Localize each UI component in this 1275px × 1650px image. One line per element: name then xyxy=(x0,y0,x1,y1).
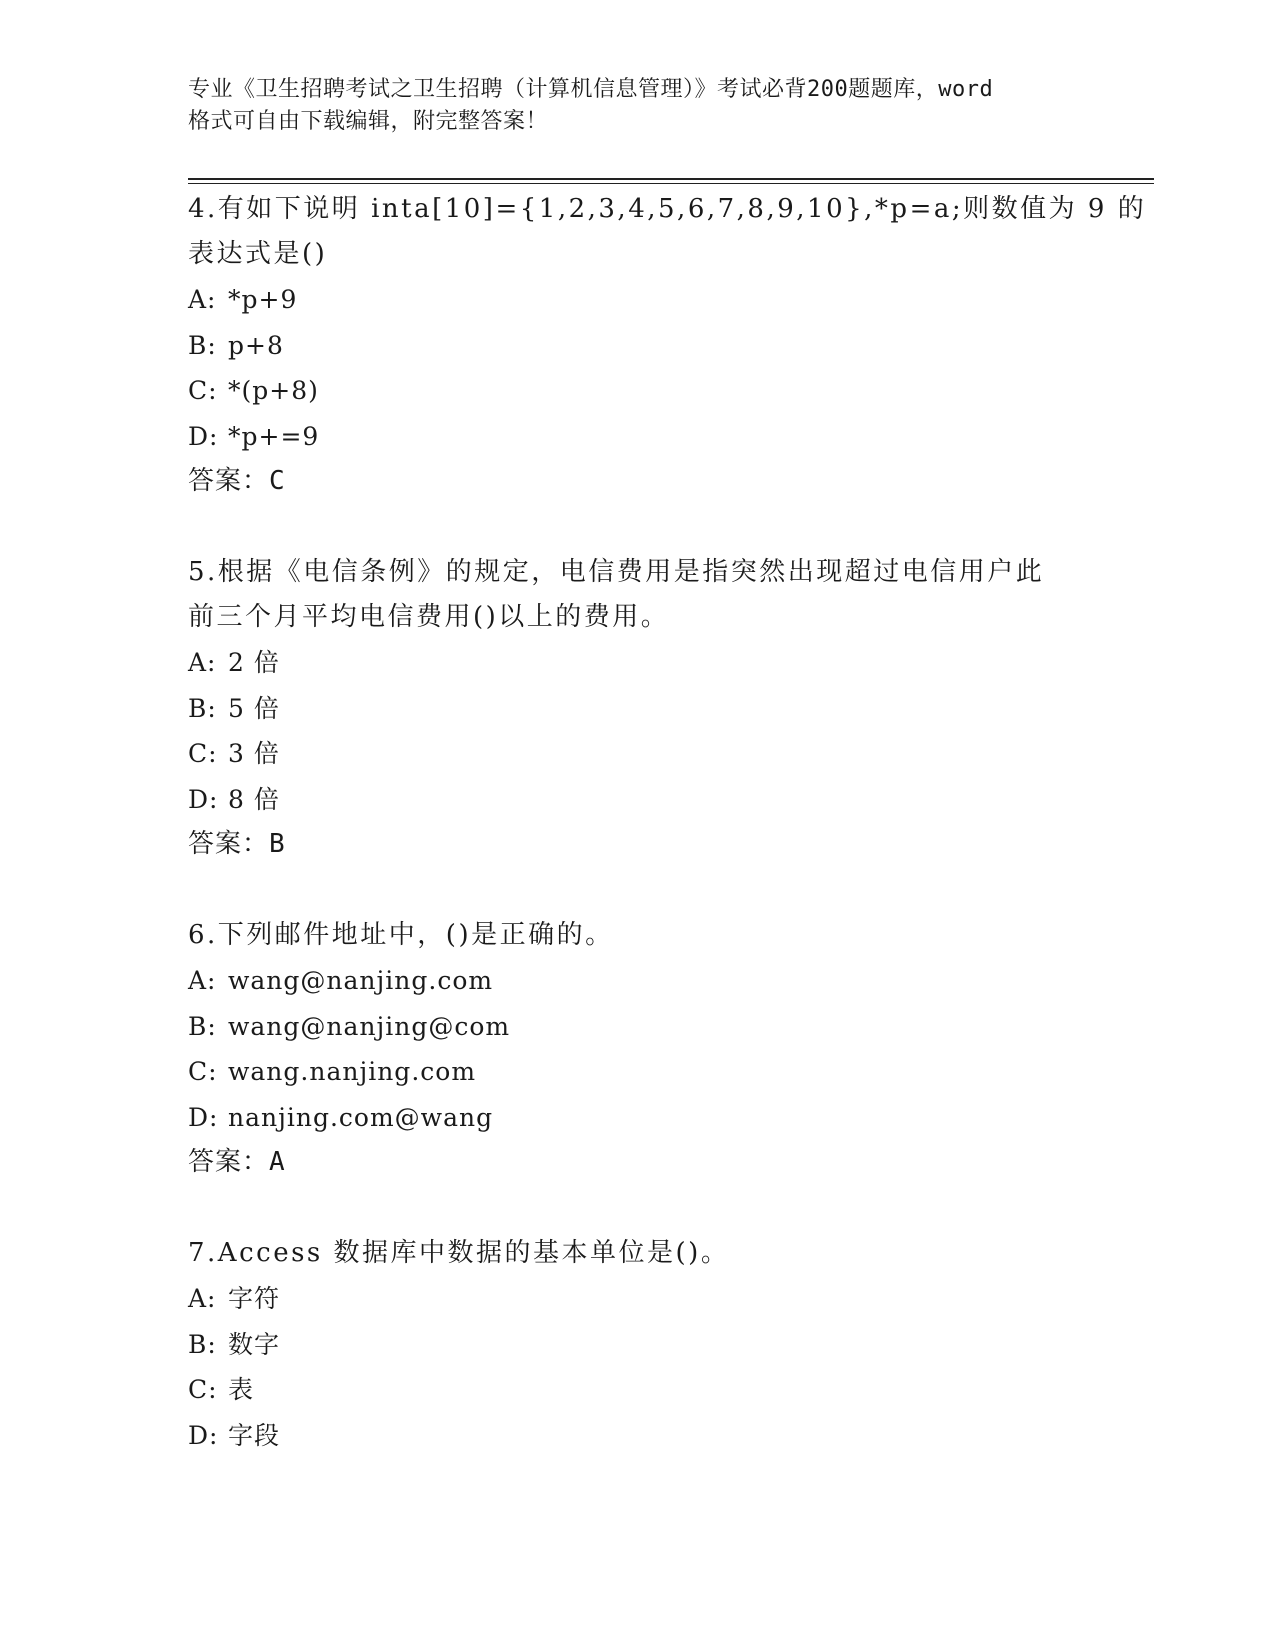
option-letter: A: xyxy=(188,966,217,995)
option-letter: A: xyxy=(188,1284,217,1313)
question-spacer xyxy=(188,1185,1088,1231)
answer-line: 答案：B xyxy=(188,829,286,859)
option-b xyxy=(188,323,1088,369)
option-letter: D: xyxy=(188,784,219,814)
question-spacer xyxy=(188,867,1088,913)
question-stem-line: 4.有如下说明 inta[10]={1,2,3,4,5,6,7,8,9,10},*p=a;则数值为 9 的 xyxy=(188,194,1147,224)
option-letter: B: xyxy=(188,693,217,723)
option-c xyxy=(188,731,1088,777)
header-divider-thin xyxy=(188,183,1154,184)
option-letter: C: xyxy=(188,376,218,405)
document-header xyxy=(188,74,1088,138)
question-stem-line: 7.Access 数据库中数据的基本单位是()。 xyxy=(188,1238,730,1268)
option-letter: D: xyxy=(188,1420,219,1450)
option-b xyxy=(188,686,1088,732)
option-letter: B: xyxy=(188,1011,217,1041)
option-text: *(p+8) xyxy=(228,376,319,405)
question-stem-line: 5.根据《电信条例》的规定，电信费用是指突然出现超过电信用户此 xyxy=(188,557,1045,587)
option-letter: D: xyxy=(188,1102,219,1132)
option-d xyxy=(188,1413,1088,1459)
option-text: 2 倍 xyxy=(228,648,280,677)
option-letter: C: xyxy=(188,1057,218,1086)
option-text: wang.nanjing.com xyxy=(228,1057,477,1086)
question-list xyxy=(188,187,1147,1458)
option-d xyxy=(188,777,1088,823)
option-a xyxy=(188,640,1088,686)
option-a xyxy=(188,1276,1088,1322)
option-c xyxy=(188,1367,1088,1413)
option-letter: C: xyxy=(188,1375,218,1404)
question-stem-line: 6.下列邮件地址中，()是正确的。 xyxy=(188,920,614,950)
option-letter: B: xyxy=(188,1329,217,1359)
question-item xyxy=(188,1231,1088,1458)
option-text: 表 xyxy=(228,1375,255,1404)
option-text: 5 倍 xyxy=(228,693,280,723)
option-text: *p+9 xyxy=(228,285,298,314)
option-letter: B: xyxy=(188,330,217,360)
option-text: 8 倍 xyxy=(228,784,280,814)
option-text: p+8 xyxy=(228,330,284,360)
question-stem-line: 表达式是() xyxy=(188,239,328,269)
option-c xyxy=(188,368,1088,414)
option-b xyxy=(188,1004,1088,1050)
option-text: nanjing.com@wang xyxy=(228,1102,494,1132)
answer-line: 答案：C xyxy=(188,466,286,496)
option-b xyxy=(188,1322,1088,1368)
question-item xyxy=(188,550,1088,867)
option-a xyxy=(188,958,1088,1004)
option-d xyxy=(188,1095,1088,1141)
header-title-line-1: 专业《卫生招聘考试之卫生招聘（计算机信息管理）》考试必背200题题库，word xyxy=(188,77,994,102)
option-a xyxy=(188,277,1088,323)
option-c xyxy=(188,1049,1088,1095)
option-letter: D: xyxy=(188,421,219,451)
question-item xyxy=(188,187,1147,504)
question-stem-line: 前三个月平均电信费用()以上的费用。 xyxy=(188,602,670,632)
option-text: 3 倍 xyxy=(228,739,280,768)
option-text: 字段 xyxy=(228,1420,281,1450)
option-letter: A: xyxy=(188,285,217,314)
header-divider-thick xyxy=(188,178,1154,180)
answer-line: 答案：A xyxy=(188,1147,286,1177)
option-text: 字符 xyxy=(228,1284,281,1313)
option-letter: C: xyxy=(188,739,218,768)
option-text: 数字 xyxy=(228,1329,281,1359)
question-item xyxy=(188,913,1088,1185)
option-d xyxy=(188,414,1088,460)
header-title-line-2: 格式可自由下载编辑，附完整答案！ xyxy=(188,109,549,134)
question-spacer xyxy=(188,504,1088,550)
option-text: wang@nanjing.com xyxy=(228,966,494,995)
option-text: *p+=9 xyxy=(228,421,320,451)
option-text: wang@nanjing@com xyxy=(228,1011,511,1041)
option-letter: A: xyxy=(188,648,217,677)
